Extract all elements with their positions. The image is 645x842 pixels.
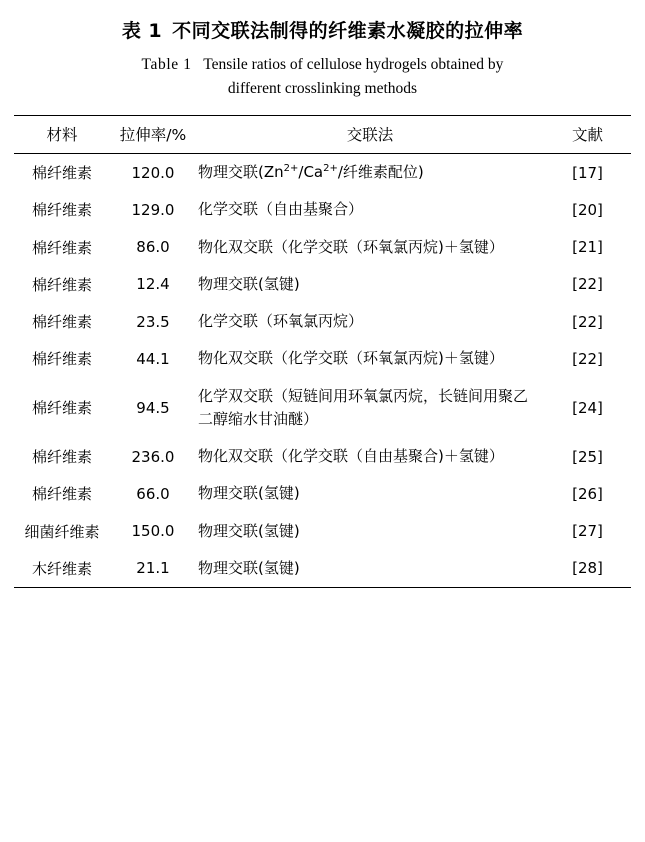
method-text-part3: /纤维素配位) [337, 163, 424, 182]
method-superscript-2: 2+ [323, 163, 338, 175]
cell-tensile-ratio: 66.0 [136, 484, 170, 503]
cell-material: 棉纤维素 [31, 485, 92, 504]
cell-reference: [22] [572, 312, 603, 331]
cell-tensile-ratio: 23.5 [136, 312, 170, 331]
column-header-crosslinking-method: 交联法 [196, 116, 544, 154]
cell-tensile-ratio: 44.1 [136, 349, 170, 368]
table-title-chinese: 不同交联法制得的纤维素水凝胶的拉伸率 [172, 20, 524, 42]
table-title-english-part1: Tensile ratios of cellulose hydrogels obtained by [203, 56, 504, 73]
method-text-part1: 物理交联(Zn [198, 163, 284, 182]
table-number-chinese: 表 1 [121, 20, 163, 42]
table-row [14, 550, 631, 588]
table-row [14, 378, 631, 439]
cell-tensile-ratio: 129.0 [131, 200, 175, 219]
cell-reference: [22] [572, 349, 603, 368]
cell-crosslinking-method [196, 154, 544, 192]
tensile-ratio-table [14, 115, 631, 588]
cell-tensile-ratio: 236.0 [131, 447, 175, 466]
cell-crosslinking-method: 化学交联（自由基聚合） [198, 200, 364, 219]
column-header-reference: 文献 [544, 116, 631, 154]
cell-material: 棉纤维素 [31, 313, 92, 332]
cell-crosslinking-method: 物理交联(氢键) [198, 521, 300, 540]
cell-material: 细菌纤维素 [24, 522, 100, 541]
cell-crosslinking-method: 物理交联(氢键) [198, 274, 300, 293]
cell-tensile-ratio: 86.0 [136, 238, 170, 257]
table-caption-english-line2: different crosslinking methods [227, 80, 418, 98]
cell-crosslinking-method: 化学双交联（短链间用环氧氯丙烷，长链间用聚乙二醇缩水甘油醚） [198, 386, 529, 428]
cell-crosslinking-method: 物化双交联（化学交联（自由基聚合)＋氢键） [198, 447, 504, 466]
cell-reference: [25] [572, 447, 603, 466]
cell-tensile-ratio: 120.0 [131, 163, 175, 182]
cell-crosslinking-method: 物理交联(氢键) [198, 558, 300, 577]
cell-crosslinking-method: 物化双交联（化学交联（环氧氯丙烷)＋氢键） [198, 349, 504, 368]
cell-tensile-ratio: 21.1 [136, 559, 170, 578]
cell-material: 木纤维素 [31, 559, 92, 578]
cell-reference: [17] [572, 163, 603, 182]
cell-material: 棉纤维素 [31, 201, 92, 220]
table-row [14, 340, 631, 377]
table-row [14, 229, 631, 266]
cell-material: 棉纤维素 [31, 399, 92, 418]
cell-tensile-ratio: 12.4 [136, 275, 170, 294]
cell-reference: [24] [572, 398, 603, 417]
table-row [14, 513, 631, 550]
cell-reference: [28] [572, 559, 603, 578]
table-header [14, 116, 631, 154]
table-row [14, 266, 631, 303]
table-caption-english-line1 [33, 53, 613, 77]
cell-reference: [21] [572, 238, 603, 257]
table-row [14, 475, 631, 512]
cell-crosslinking-method: 化学交联（环氧氯丙烷） [198, 312, 364, 331]
cell-reference: [22] [572, 275, 603, 294]
cell-reference: [27] [572, 522, 603, 541]
method-text-part2: /Ca [298, 163, 324, 182]
cell-tensile-ratio: 94.5 [136, 398, 170, 417]
cell-tensile-ratio: 150.0 [131, 522, 175, 541]
table-row [14, 438, 631, 475]
table-header-row [14, 116, 631, 154]
method-superscript-1: 2+ [283, 163, 299, 175]
cell-material: 棉纤维素 [31, 238, 92, 257]
table-caption-chinese [14, 16, 631, 43]
cell-crosslinking-method: 物化双交联（化学交联（环氧氯丙烷)＋氢键） [198, 237, 504, 256]
table-body [14, 154, 631, 588]
table-number-english: Table 1 [141, 56, 192, 73]
cell-material: 棉纤维素 [31, 448, 92, 467]
column-header-tensile-ratio: 拉伸率/% [110, 116, 196, 154]
table-row [14, 154, 631, 192]
table-row [14, 191, 631, 228]
cell-material: 棉纤维素 [31, 275, 92, 294]
cell-material: 棉纤维素 [31, 350, 92, 369]
cell-crosslinking-method: 物理交联(氢键) [198, 484, 300, 503]
cell-reference: [20] [572, 200, 603, 219]
cell-reference: [26] [572, 484, 603, 503]
table-caption-english [33, 53, 613, 101]
table-row [14, 303, 631, 340]
cell-material: 棉纤维素 [31, 164, 92, 183]
column-header-material: 材料 [14, 116, 110, 154]
